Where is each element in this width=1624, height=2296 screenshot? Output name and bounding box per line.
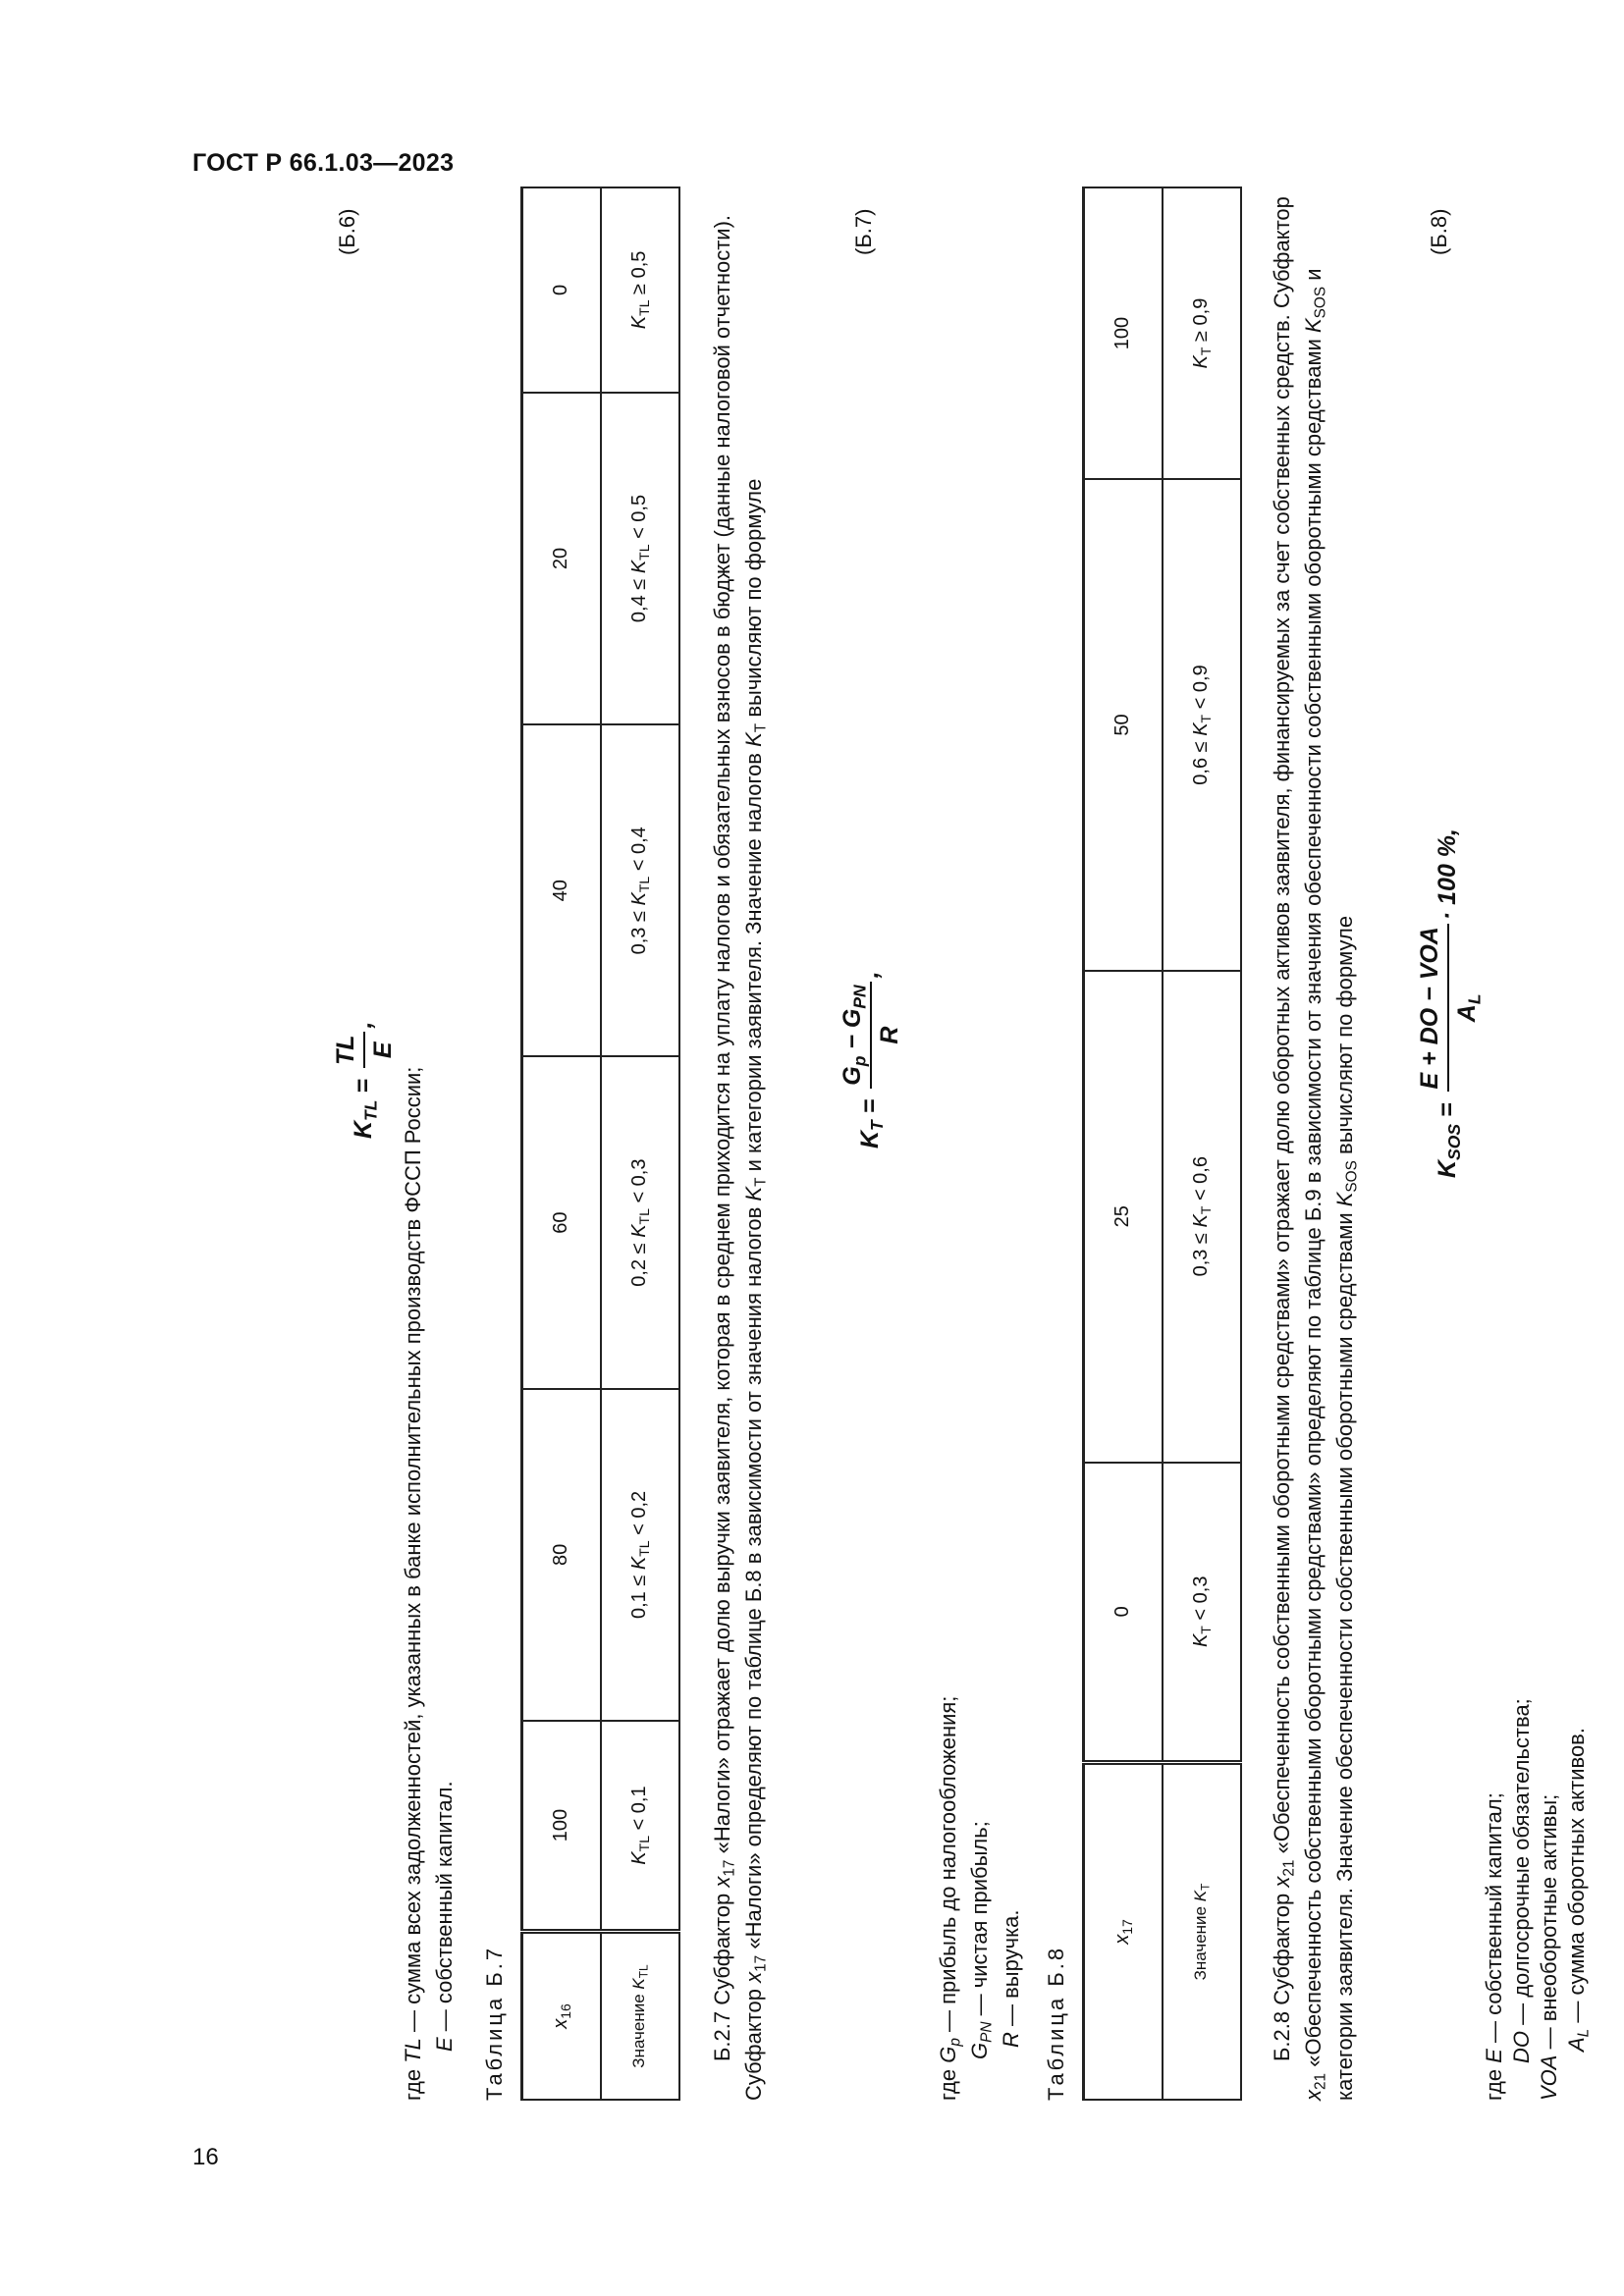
- table-b8-caption: Таблица Б.8: [1044, 1945, 1068, 2101]
- definition-text: — внеоборотные активы;: [1537, 1793, 1561, 2056]
- paragraph-b27: Б.2.7 Субфактор $x_{17}$ «Налоги» отражает долю выручки заявителя, которая в среднем приходится на уплату налогов и обязательных взносов в бюджет (данные налоговой отчетности). Субфактор $x_{17}$ «Налоги» определяют по таблице Б.8 в зависимости от значения налогов $K_T$ и категории заявителя. Значение налогов $K_T$ вычисляют по формуле: [710, 214, 770, 2101]
- paragraph-b27-text: «Налоги» определяют по таблице Б.8 в зависимости от значения налогов: [740, 1201, 766, 1955]
- formula-b7-fraction: [835, 982, 908, 1088]
- table-b7: [520, 187, 680, 2101]
- table-b7-score: 20: [522, 393, 601, 724]
- definition-text: — прибыль до налогообложения;: [936, 1695, 960, 2039]
- table-b7-cond: $0,2 \le K_{TL} < 0,3$: [601, 1056, 679, 1388]
- paragraph-b28-text: вычисляют по формуле: [1331, 915, 1357, 1161]
- definition-r: R — выручка.: [999, 1909, 1023, 2048]
- page-number: 16: [192, 2144, 219, 2170]
- symbol: E: [1482, 2049, 1506, 2063]
- equation-number-b8: (Б.8): [1427, 208, 1451, 255]
- formula-b6: $K_{TL}$ = TL E ,: [328, 1022, 402, 1139]
- definition-al: $A_L$ — сумма оборотных активов.: [1564, 1728, 1593, 2052]
- formula-b6-denominator: E: [369, 1041, 398, 1059]
- equation-number-b6: (Б.6): [335, 208, 359, 255]
- table-b7-cond: $0,4 \le K_{TL} < 0,5$: [601, 393, 679, 724]
- definition-prefix: где: [401, 2062, 425, 2101]
- table-b7-cond: $0,1 \le K_{TL} < 0,2$: [601, 1389, 679, 1721]
- paragraph-b28-text: и категории заявителя. Значение обеспеченности собственными оборотными средствами: [1300, 268, 1357, 2101]
- formula-b7-tail: ,: [855, 971, 884, 979]
- definition-text: — выручка.: [999, 1909, 1023, 2033]
- formula-b6-fraction: [328, 1033, 402, 1069]
- table-b8: [1082, 187, 1242, 2101]
- table-b8-score: 25: [1084, 971, 1163, 1463]
- table-b8-row2-label: Значение $K_T$: [1163, 1763, 1241, 2101]
- table-b8-score: 100: [1084, 187, 1163, 479]
- definition-gp: где $G_p$ — прибыль до налогообложения;: [936, 1695, 964, 2101]
- definition-gpn: $G_{PN}$ — чистая прибыль;: [967, 1821, 996, 2059]
- table-b7-score: 0: [522, 187, 601, 393]
- formula-b7-numerator: $G_p - G_{PN}$: [835, 982, 872, 1088]
- formula-b8: $K_{SOS}$ = E + DO − VOA $A_L$ · 100 %,: [1412, 828, 1486, 1178]
- symbol-tl: TL: [401, 2038, 425, 2063]
- paragraph-b27-text: вычисляют по формуле: [740, 478, 766, 723]
- table-b8-cond: $0,6 \le K_T < 0,9$: [1163, 479, 1241, 971]
- paragraph-b28-text: Б.2.8 Субфактор: [1270, 1887, 1294, 2061]
- document-header: ГОСТ Р 66.1.03—2023: [192, 149, 455, 177]
- definition-prefix: где: [1482, 2062, 1506, 2101]
- table-b7-cond: $K_{TL} < 0,1$: [601, 1721, 679, 1931]
- table-b7-score: 100: [522, 1721, 601, 1931]
- table-b8-cond: $K_T \ge 0,9$: [1163, 187, 1241, 479]
- formula-b8-fraction: [1412, 924, 1486, 1092]
- table-b8-score: 50: [1084, 479, 1163, 971]
- table-b7-cond: $K_{TL} \ge 0,5$: [601, 187, 679, 393]
- definition-e: [429, 607, 460, 2101]
- definition-text: — собственный капитал.: [432, 1781, 457, 2038]
- formula-b8-numerator: E + DO − VOA: [1412, 924, 1449, 1092]
- equation-number-b7: (Б.7): [851, 208, 876, 255]
- definition-text: — собственный капитал;: [1482, 1792, 1506, 2050]
- symbol: VOA: [1537, 2055, 1561, 2101]
- paragraph-b28: Б.2.8 Субфактор $x_{21}$ «Обеспеченность собственными оборотными средствами» отражает долю оборотных активов заявителя, финансируемых за счет собственных средств. Субфактор $x_{21}$ «Обеспеченность собственными оборотными средствами» определяют по таблице Б.9 в зависимости от значения обеспеченности собственными оборотными средствами $K_{SOS}$ и категории заявителя. Значение обеспеченности собственными оборотными средствами $K_{SOS}$ вычисляют по формуле: [1270, 196, 1361, 2101]
- paragraph-b28-text: «Обеспеченность собственными оборотными средствами» определяют по таблице Б.9 в зависимости от значения обеспеченности собственными оборотными средствами: [1300, 333, 1326, 2073]
- table-b7-row2-label: Значение $K_{TL}$: [601, 1932, 679, 2101]
- symbol-e: E: [432, 2037, 457, 2052]
- definition-text: — сумма оборотных активов.: [1564, 1728, 1589, 2029]
- table-b7-caption: Таблица Б.7: [482, 1945, 507, 2101]
- table-b8-row1-label: $x_{17}$: [1084, 1763, 1163, 2101]
- paragraph-b27-text: «Налоги» отражает долю выручки заявителя, которая в среднем приходится на уплату налогов и обязательных взносов в бюджет (данные налоговой отчетности). Субфактор: [710, 214, 766, 2101]
- table-b7-score: 60: [522, 1056, 601, 1388]
- definition-text: — чистая прибыль;: [967, 1821, 992, 2022]
- formula-b8-denominator: $A_L$: [1453, 993, 1485, 1023]
- formula-b6-lhs: $K_{TL}$: [349, 1099, 381, 1139]
- paragraph-b27-text: и категории заявителя. Значение налогов: [740, 746, 766, 1178]
- table-b8-cond: $0,3 \le K_T < 0,6$: [1163, 971, 1241, 1463]
- formula-b7: $K_T$ = $G_p - G_{PN}$ R ,: [835, 971, 908, 1148]
- definition-text: — сумма всех задолженностей, указанных в банке исполнительных производств ФССП России;: [401, 1066, 425, 2039]
- formula-b7-denominator: R: [876, 1026, 904, 1044]
- table-b8-cond: $K_T < 0,3$: [1163, 1463, 1241, 1763]
- formula-b6-tail: ,: [349, 1021, 377, 1029]
- table-b7-score: 80: [522, 1389, 601, 1721]
- formula-b8-tail: · 100 %,: [1433, 828, 1461, 921]
- paragraph-b27-text: Б.2.7 Субфактор: [710, 1887, 734, 2061]
- table-b7-score: 40: [522, 724, 601, 1056]
- definition-prefix: где: [936, 2062, 960, 2101]
- paragraph-b28-text: «Обеспеченность собственными оборотными средствами» отражает долю оборотных активов заявителя, финансируемых за счет собственных средств. Субфактор: [1270, 196, 1294, 1860]
- table-b8-score: 0: [1084, 1463, 1163, 1763]
- table-b7-cond: $0,3 \le K_{TL} < 0,4$: [601, 724, 679, 1056]
- rotated-page-content: [285, 10, 1593, 2130]
- formula-b6-numerator: TL: [328, 1033, 365, 1069]
- table-b7-row1-label: $x_{16}$: [522, 1932, 601, 2101]
- definition-tl: [398, 628, 429, 2101]
- definition-text: — долгосрочные обязательства;: [1509, 1698, 1534, 2031]
- symbol: DO: [1509, 2031, 1534, 2063]
